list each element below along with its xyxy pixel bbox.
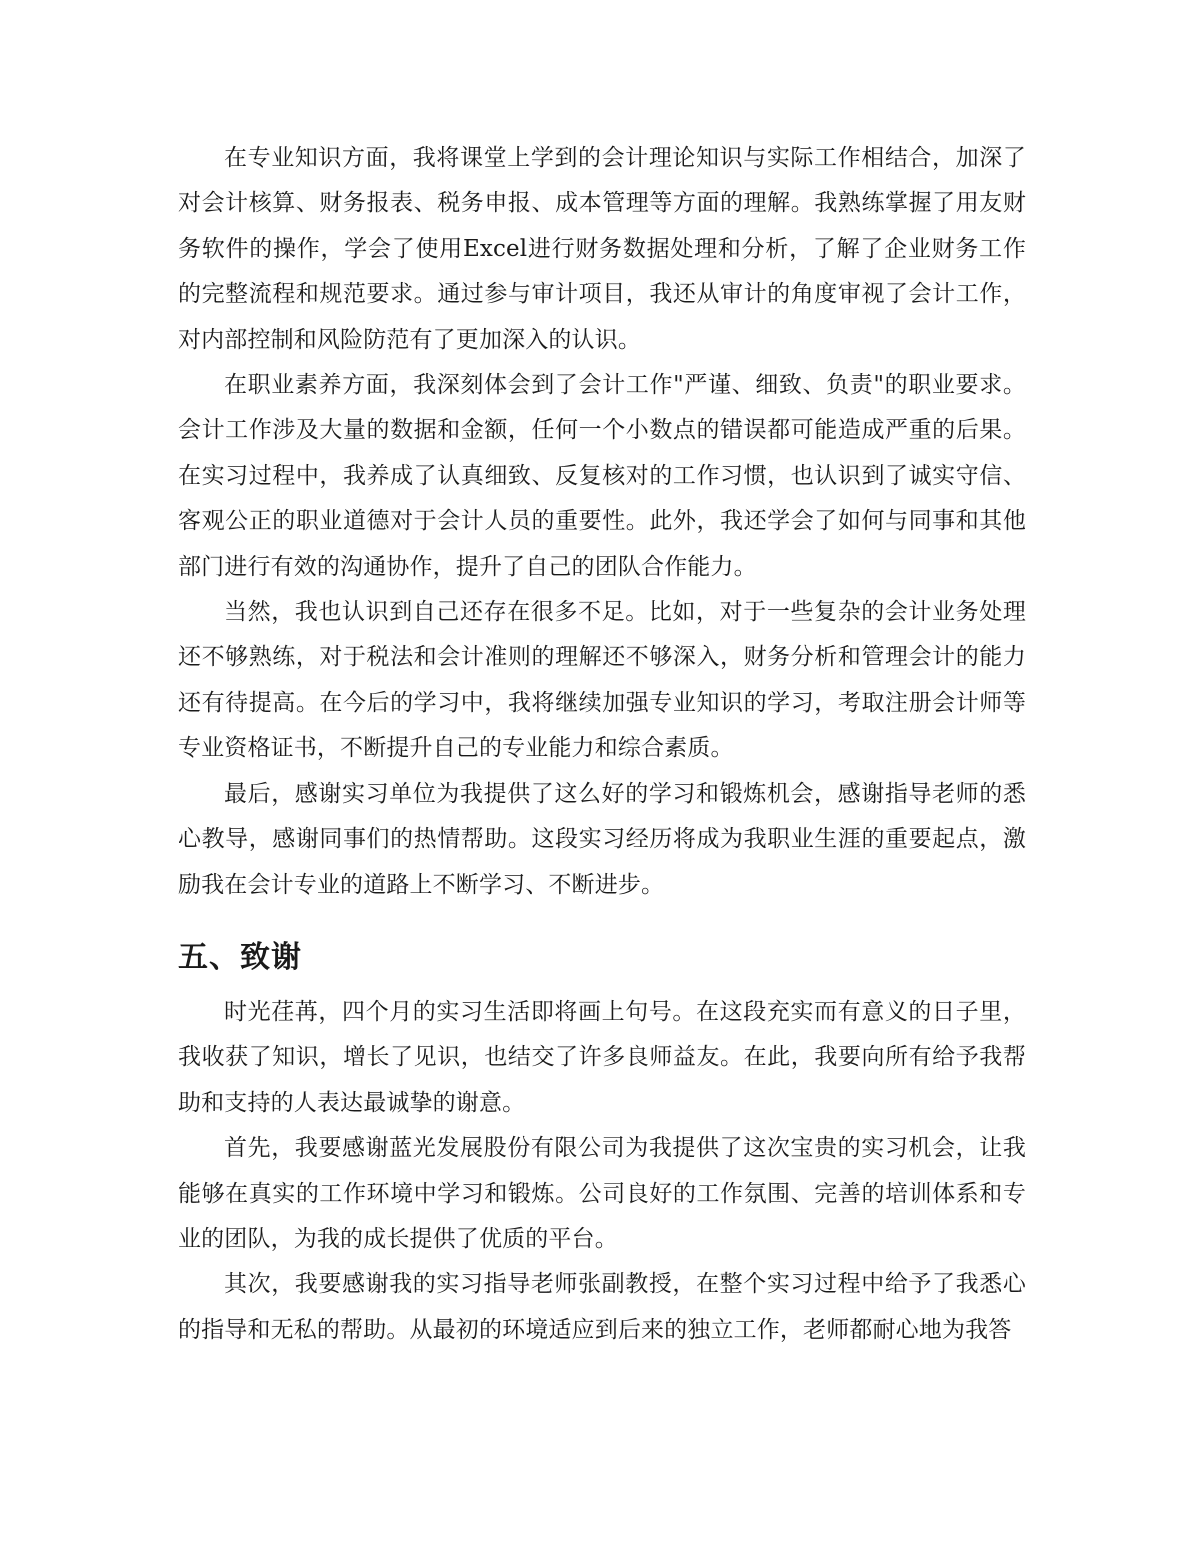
paragraph-shortcomings: 当然，我也认识到自己还存在很多不足。比如，对于一些复杂的会计业务处理还不够熟练，对于税法和会计准则的理解还不够深入，财务分析和管理会计的能力还有待提高。在今后的学习中，我将继续加强专业知识的学习，考取注册会计师等专业资格证书，不断提升自己的专业能力和综合素质。 [178,599,1026,762]
paragraph-closing-thanks: 最后，感谢实习单位为我提供了这么好的学习和锻炼机会，感谢指导老师的悉心教导，感谢同事们的热情帮助。这段实习经历将成为我职业生涯的重要起点，激励我在会计专业的道路上不断学习、不断进步。 [178,780,1026,898]
paragraph-professional-quality: 在职业素养方面，我深刻体会到了会计工作"严谨、细致、负责"的职业要求。会计工作涉及大量的数据和金额，任何一个小数点的错误都可能造成严重的后果。在实习过程中，我养成了认真细致、反复核对的工作习惯，也认识到了诚实守信、客观公正的职业道德对于会计人员的重要性。此外，我还学会了如何与同事和其他部门进行有效的沟通协作，提升了自己的团队合作能力。 [178,372,1026,580]
paragraph-professional-knowledge: 在专业知识方面，我将课堂上学到的会计理论知识与实际工作相结合，加深了对会计核算、财务报表、税务申报、成本管理等方面的理解。我熟练掌握了用友财务软件的操作，学会了使用Excel进行财务数据处理和分析，了解了企业财务工作的完整流程和规范要求。通过参与审计项目，我还从审计的角度审视了会计工作，对内部控制和风险防范有了更加深入的认识。 [178,145,1026,353]
paragraph-acknowledgement-advisor: 其次，我要感谢我的实习指导老师张副教授，在整个实习过程中给予了我悉心的指导和无私的帮助。从最初的环境适应到后来的独立工作，老师都耐心地为我答 [178,1271,1026,1343]
section-heading-acknowledgements: 五、致谢 [178,939,302,975]
paragraph-acknowledgement-company: 首先，我要感谢蓝光发展股份有限公司为我提供了这次宝贵的实习机会，让我能够在真实的工作环境中学习和锻炼。公司良好的工作氛围、完善的培训体系和专业的团队，为我的成长提供了优质的平台。 [178,1135,1026,1252]
document-body [178,136,1026,1353]
paragraph-acknowledgement-intro: 时光荏苒，四个月的实习生活即将画上句号。在这段充实而有意义的日子里，我收获了知识，增长了见识，也结交了许多良师益友。在此，我要向所有给予我帮助和支持的人表达最诚挚的谢意。 [178,998,1026,1116]
